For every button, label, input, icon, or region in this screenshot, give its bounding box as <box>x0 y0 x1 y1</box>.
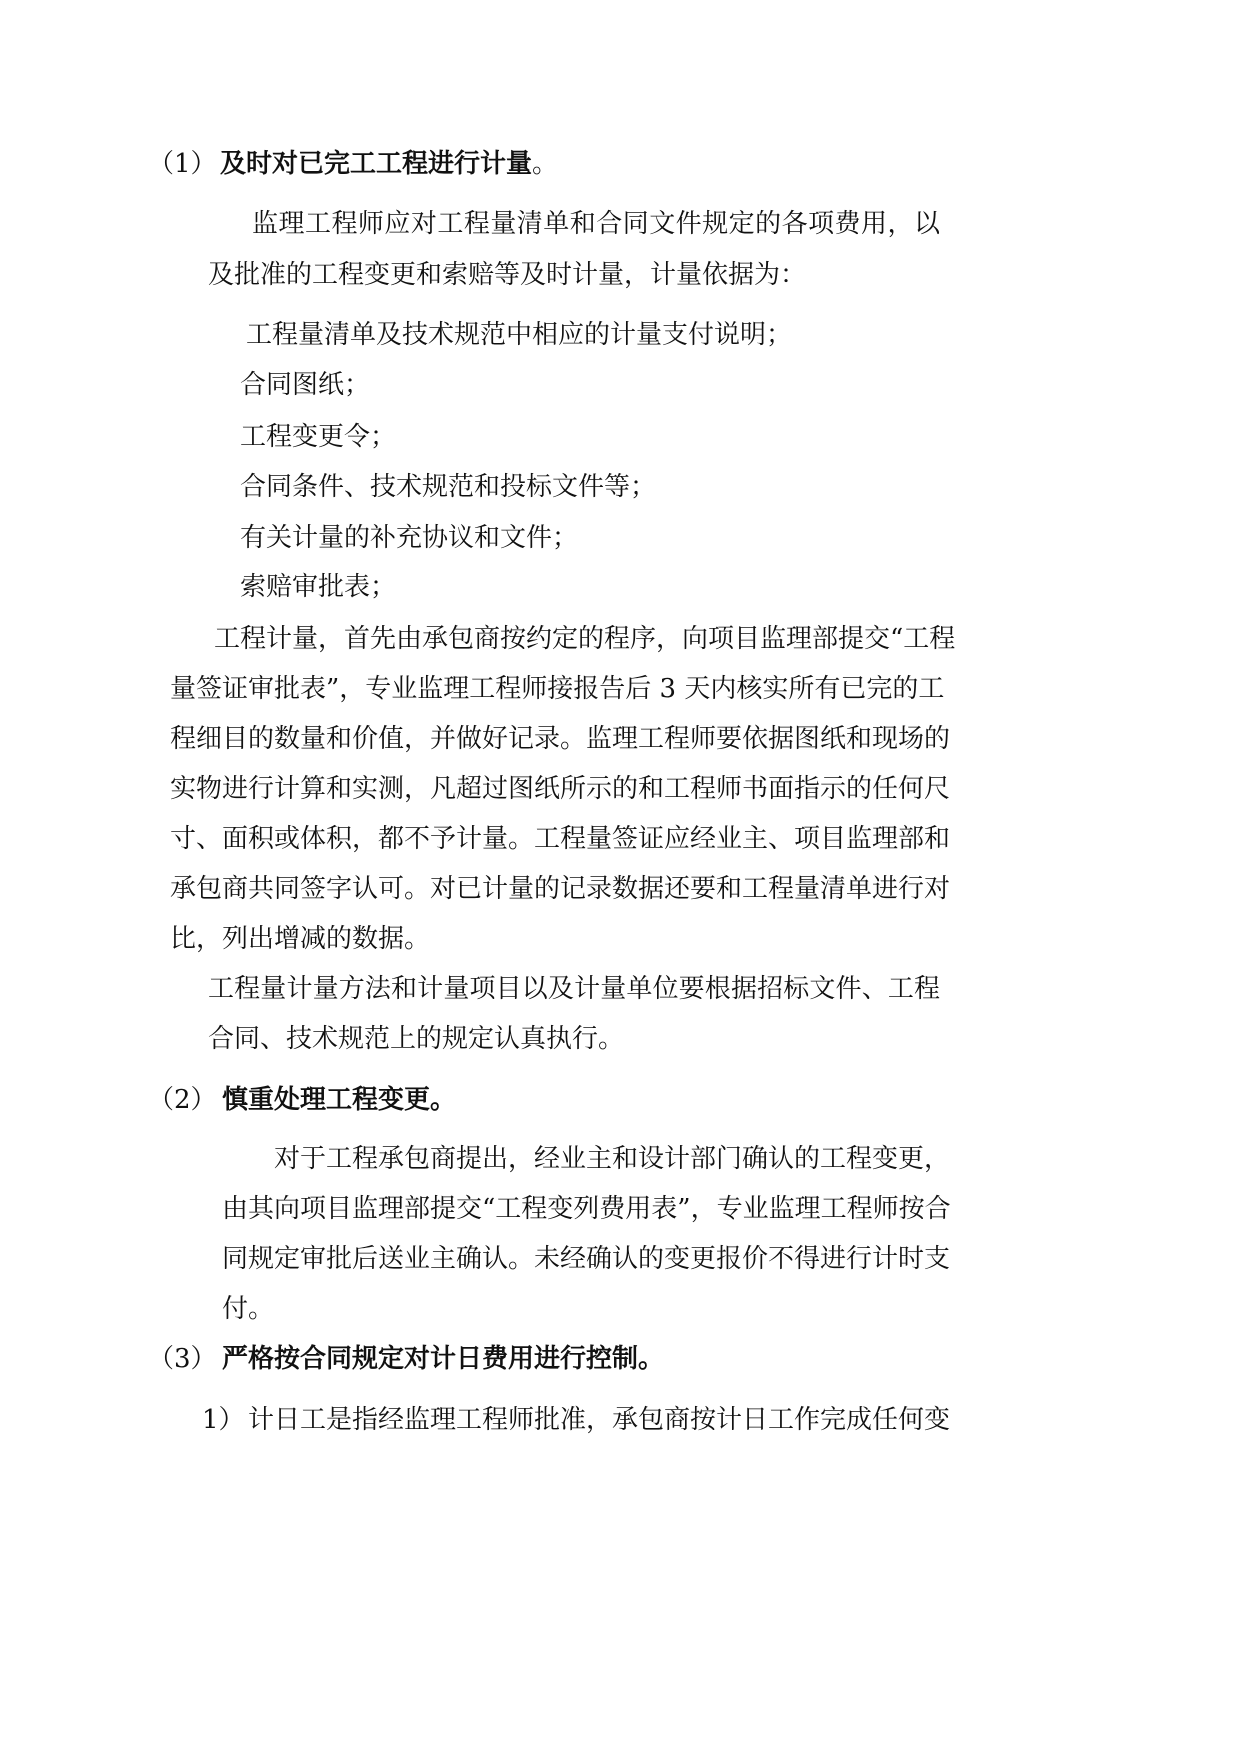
section-1-para-line: 承包商共同签字认可。对已计量的记录数据还要和工程量清单进行对 <box>170 874 951 904</box>
section-2-para-line: 由其向项目监理部提交“工程变列费用表”，专业监理工程师按合 <box>222 1194 951 1224</box>
section-1-method-line: 合同、技术规范上的规定认真执行。 <box>208 1024 625 1054</box>
section-3-item-1-text: 计日工是指经监理工程师批准，承包商按计日工作完成任何变 <box>248 1405 951 1435</box>
section-1-para-line: 比，列出增减的数据。 <box>170 924 431 954</box>
section-3-heading: 严格按合同规定对计日费用进行控制。 <box>222 1344 665 1374</box>
section-3-number: （3） <box>148 1344 217 1374</box>
section-1-para-line: 程细目的数量和价值，并做好记录。监理工程师要依据图纸和现场的 <box>170 724 951 754</box>
section-1-para-line: 量签证审批表”，专业监理工程师接报告后 3 天内核实所有已完的工 <box>170 674 945 704</box>
section-1-number: （1） <box>148 149 217 179</box>
basis-item: 合同图纸； <box>240 370 371 400</box>
section-3-item-1-number: 1） <box>202 1405 245 1435</box>
section-1-intro-line-2: 及批准的工程变更和索赔等及时计量，计量依据为： <box>208 260 807 290</box>
section-2-heading: 慎重处理工程变更。 <box>222 1085 457 1115</box>
basis-item: 有关计量的补充协议和文件； <box>240 523 579 553</box>
basis-item: 索赔审批表； <box>240 572 397 602</box>
basis-item: 工程变更令； <box>240 422 397 452</box>
basis-item: 工程量清单及技术规范中相应的计量支付说明； <box>246 320 793 350</box>
section-1-intro-line-1: 监理工程师应对工程量清单和合同文件规定的各项费用，以 <box>252 209 940 239</box>
basis-item: 合同条件、技术规范和投标文件等； <box>240 472 657 502</box>
section-1-heading: 及时对已完工工程进行计量。 <box>220 149 559 179</box>
section-2-para-line: 付。 <box>222 1294 275 1324</box>
section-2-para-line: 对于工程承包商提出，经业主和设计部门确认的工程变更， <box>274 1144 951 1174</box>
section-2-number: （2） <box>148 1085 217 1115</box>
section-1-para-line: 寸、面积或体积，都不予计量。工程量签证应经业主、项目监理部和 <box>170 824 951 854</box>
section-1-para-line: 工程计量，首先由承包商按约定的程序，向项目监理部提交“工程 <box>214 624 956 654</box>
section-1-para-line: 实物进行计算和实测，凡超过图纸所示的和工程师书面指示的任何尺 <box>170 774 951 804</box>
section-1-method-line: 工程量计量方法和计量项目以及计量单位要根据招标文件、工程 <box>208 974 940 1004</box>
section-2-para-line: 同规定审批后送业主确认。未经确认的变更报价不得进行计时支 <box>222 1244 951 1274</box>
